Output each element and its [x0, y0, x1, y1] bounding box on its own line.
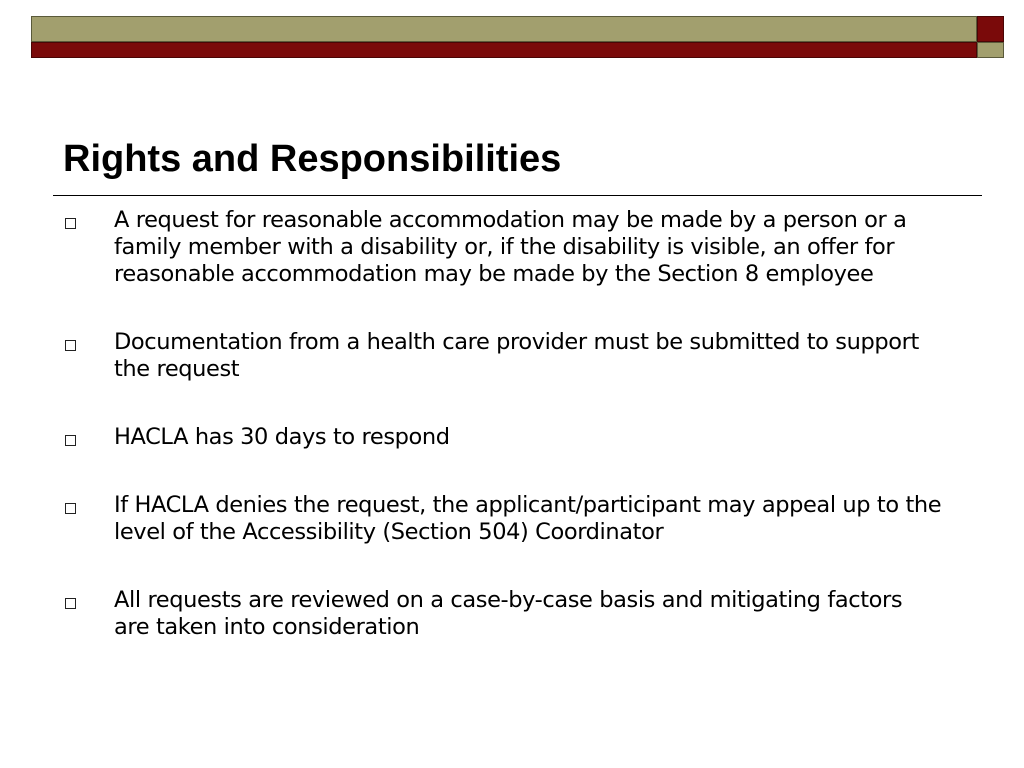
- bullet-item: [63, 424, 943, 451]
- hollow-square-bullet-icon: [65, 218, 76, 229]
- header-olive-square: [977, 42, 1004, 58]
- hollow-square-bullet-icon: [65, 598, 76, 609]
- header-maroon-bar: [31, 42, 977, 58]
- bullet-list: [63, 207, 943, 682]
- bullet-text: If HACLA denies the request, the applicant/participant may appeal up to the level of the Accessibility (Section 504) Coordinator: [114, 492, 942, 545]
- bullet-item: [63, 207, 943, 288]
- bullet-text: Documentation from a health care provider must be submitted to support the request: [114, 329, 919, 382]
- bullet-item: [63, 329, 943, 383]
- bullet-text: All requests are reviewed on a case-by-case basis and mitigating factors are taken into consideration: [114, 587, 903, 640]
- title-divider: [53, 195, 982, 196]
- hollow-square-bullet-icon: [65, 340, 76, 351]
- bullet-text: A request for reasonable accommodation may be made by a person or a family member with a disability or, if the disability is visible, an offer for reasonable accommodation may be made by the Section 8 employee: [114, 207, 907, 287]
- header-maroon-square: [977, 16, 1004, 42]
- bullet-item: [63, 492, 943, 546]
- header-olive-bar: [31, 16, 977, 42]
- bullet-text: HACLA has 30 days to respond: [114, 424, 450, 450]
- bullet-item: [63, 587, 943, 641]
- slide-title: Rights and Responsibilities: [63, 138, 562, 180]
- hollow-square-bullet-icon: [65, 503, 76, 514]
- hollow-square-bullet-icon: [65, 435, 76, 446]
